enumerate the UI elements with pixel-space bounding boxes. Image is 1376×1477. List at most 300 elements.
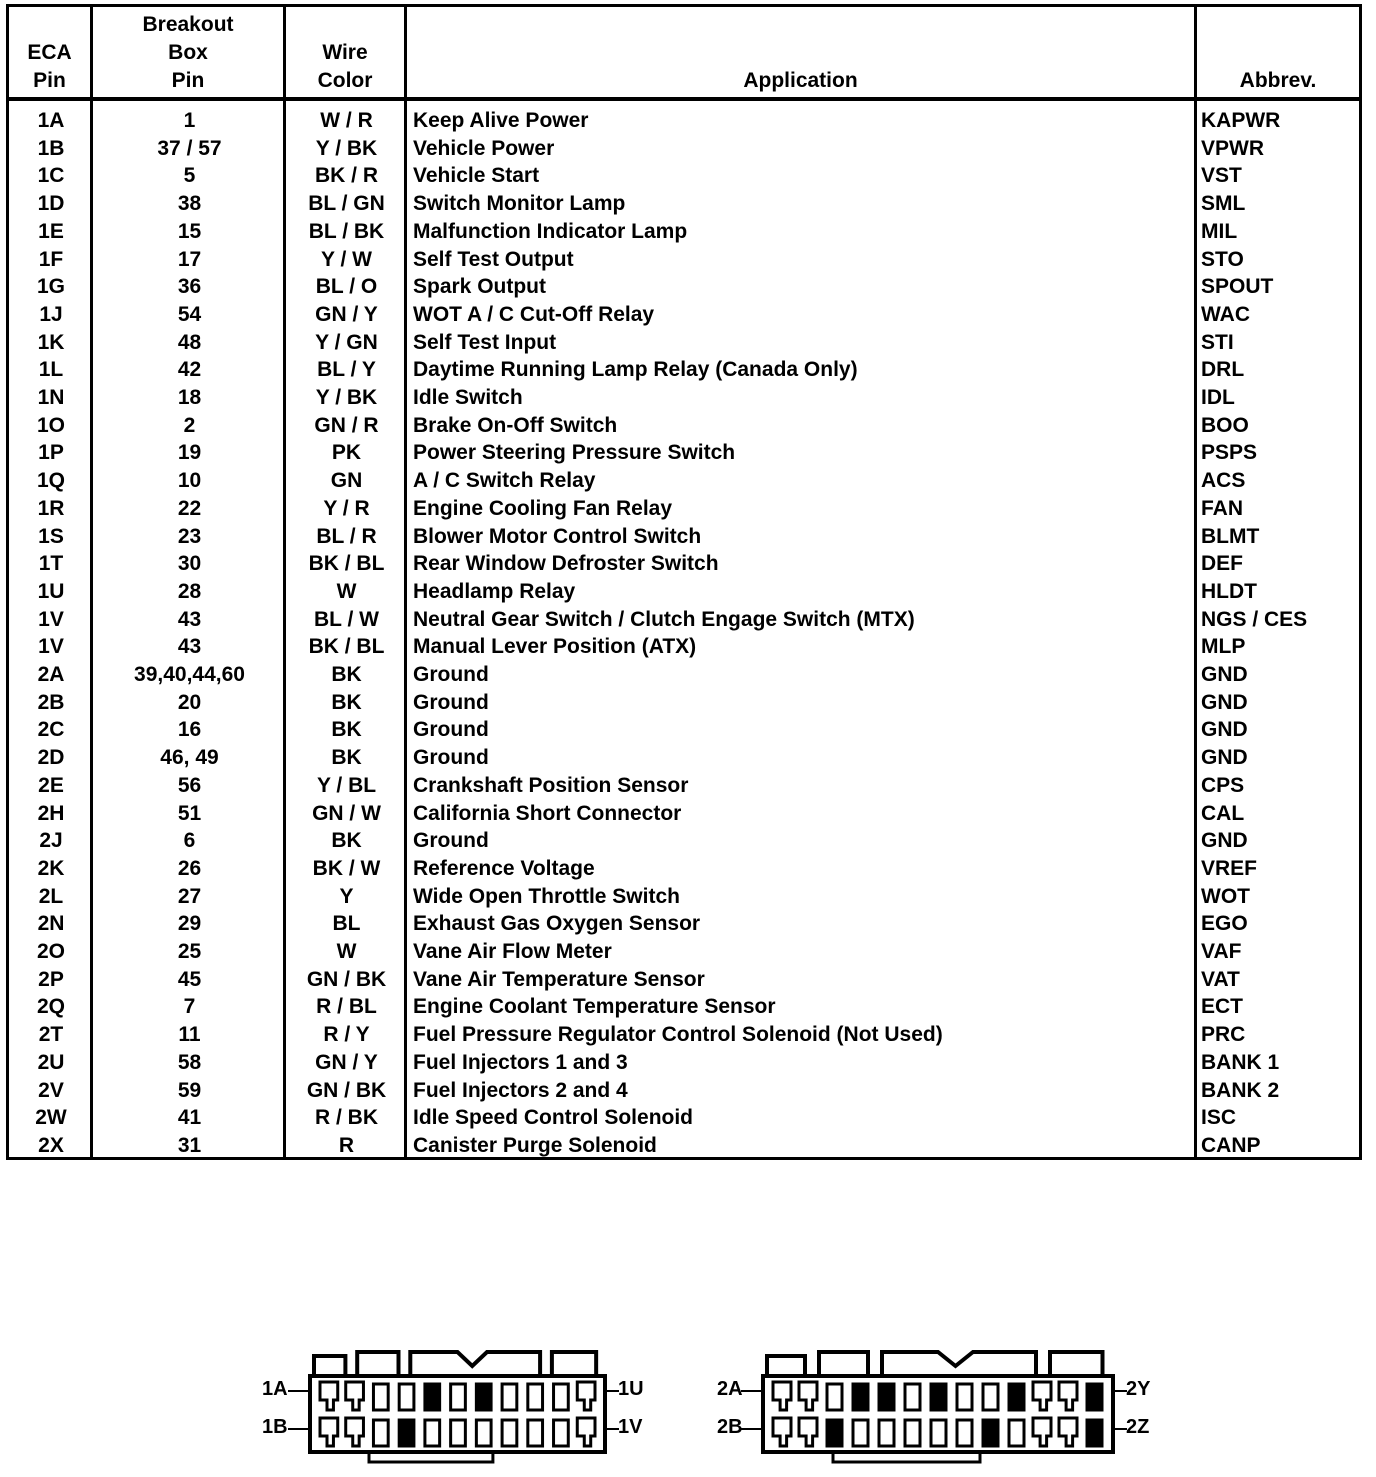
eca-pin-cell: 1U	[37, 579, 65, 603]
breakout-pin-cell: 17	[177, 247, 202, 271]
breakout-pin-cell: 38	[177, 192, 202, 216]
abbrev-cell: GND	[1201, 690, 1248, 714]
eca-pin-cell: 2B	[37, 690, 65, 714]
application-cell: Power Steering Pressure Switch	[413, 441, 736, 465]
wire-color-cell: BL / BK	[308, 219, 385, 243]
abbrev-cell: ACS	[1201, 469, 1246, 493]
application-cell: Self Test Output	[413, 247, 574, 271]
table-row	[9, 1021, 1359, 1049]
eca-pin-cell: 1J	[39, 302, 63, 326]
breakout-pin-cell: 25	[177, 940, 202, 963]
application-cell: Switch Monitor Lamp	[413, 192, 626, 216]
eca-pin-cell: 1F	[38, 247, 64, 271]
eca-pin-cell: 2A	[37, 663, 65, 686]
abbrev-cell: BANK 2	[1201, 1078, 1280, 1102]
eca-pin-cell: 1P	[38, 441, 64, 465]
abbrev-cell: WAC	[1201, 302, 1250, 326]
eca-pin-cell: 2N	[37, 912, 65, 936]
pin-cavity	[320, 1418, 338, 1446]
wire-color-cell: W	[336, 579, 357, 603]
application-cell: Idle Speed Control Solenoid	[413, 1106, 694, 1130]
application-cell: Canister Purge Solenoid	[413, 1133, 657, 1157]
wire-color-cell: GN / R	[314, 413, 379, 437]
breakout-pin-cell: 39,40,44,60	[134, 663, 245, 686]
table-row	[9, 661, 1359, 689]
breakout-pin-cell: 26	[177, 856, 202, 880]
wire-color-cell: GN / BK	[306, 967, 387, 991]
table-row	[9, 107, 1359, 135]
breakout-pin-cell: 15	[177, 219, 202, 243]
eca-pin-cell: 1S	[38, 524, 64, 548]
eca-pin-cell: 2D	[37, 746, 65, 770]
connector2-latch-tabs	[767, 1352, 1103, 1376]
pin-cavity	[773, 1418, 791, 1446]
table-row	[9, 384, 1359, 412]
abbrev-cell: STI	[1201, 330, 1234, 354]
breakout-pin-cell: 10	[177, 469, 202, 493]
header-text: ECA	[27, 41, 72, 64]
application-cell: Fuel Pressure Regulator Control Solenoid (Not Used)	[413, 1023, 943, 1047]
abbrev-cell: BANK 1	[1201, 1050, 1280, 1074]
eca-pin-cell: 2U	[37, 1050, 65, 1074]
abbrev-cell: BLMT	[1201, 524, 1260, 548]
breakout-pin-cell: 58	[177, 1050, 202, 1074]
table-row	[9, 744, 1359, 772]
application-cell: Vane Air Flow Meter	[413, 940, 612, 963]
connector2-label-bottom-right: 2Z	[1126, 1416, 1150, 1438]
breakout-pin-cell: 46, 49	[160, 746, 219, 770]
eca-pin-cell: 2H	[37, 801, 65, 825]
wire-color-cell: BL	[332, 912, 361, 936]
pin-cavity	[451, 1420, 466, 1446]
application-cell: WOT A / C Cut-Off Relay	[413, 302, 655, 326]
eca-pin-cell: 1L	[38, 358, 64, 382]
eca-pin-cell: 1C	[37, 164, 65, 188]
wire-color-cell: BL / W	[314, 607, 379, 631]
pin-cavity	[502, 1420, 517, 1446]
table-row	[9, 523, 1359, 551]
connector-drawing	[0, 1330, 1376, 1472]
wire-color-cell: BK	[331, 829, 362, 853]
breakout-pin-cell: 2	[183, 413, 196, 437]
wire-color-cell: W	[336, 940, 357, 963]
connector1-label-top-right: 1U	[618, 1378, 644, 1400]
wire-color-cell: GN	[330, 469, 363, 493]
abbrev-cell: VREF	[1201, 856, 1258, 880]
application-cell: Fuel Injectors 1 and 3	[413, 1050, 628, 1074]
table-row	[9, 827, 1359, 855]
pin-cavity	[957, 1420, 972, 1446]
pin-cavity-filled	[827, 1420, 842, 1446]
pin-cavity	[554, 1384, 569, 1410]
wire-color-cell: R / Y	[323, 1023, 370, 1047]
eca-pin-cell: 1R	[37, 496, 65, 520]
breakout-pin-cell: 7	[183, 995, 196, 1019]
pin-cavity	[1059, 1382, 1077, 1410]
table-row	[9, 218, 1359, 246]
pin-cavity	[373, 1420, 388, 1446]
abbrev-cell: DRL	[1201, 358, 1245, 382]
pin-cavity	[773, 1382, 791, 1410]
application-cell: Crankshaft Position Sensor	[413, 773, 689, 797]
pin-cavity	[451, 1384, 466, 1410]
pin-cavity-filled	[425, 1384, 440, 1410]
wire-color-cell: Y / BK	[315, 136, 378, 160]
header-text: Application	[743, 69, 858, 92]
application-cell: Ground	[413, 718, 489, 742]
eca-pin-cell: 2K	[37, 856, 65, 880]
table-row	[9, 1049, 1359, 1077]
table-row	[9, 883, 1359, 911]
application-cell: Fuel Injectors 2 and 4	[413, 1078, 628, 1102]
eca-pin-cell: 2X	[38, 1133, 64, 1157]
pin-cavity	[799, 1382, 817, 1410]
abbrev-cell: CANP	[1201, 1133, 1261, 1157]
application-cell: California Short Connector	[413, 801, 682, 825]
abbrev-cell: DEF	[1201, 552, 1243, 576]
wire-color-cell: BK / R	[315, 164, 378, 188]
abbrev-cell: MLP	[1201, 635, 1246, 659]
table-row	[9, 273, 1359, 301]
abbrev-cell: PRC	[1201, 1023, 1246, 1047]
wire-color-cell: Y / R	[323, 496, 370, 520]
application-cell: Vehicle Start	[413, 164, 540, 188]
breakout-pin-cell: 51	[177, 801, 202, 825]
breakout-pin-cell: 36	[177, 275, 202, 299]
abbrev-cell: GND	[1201, 663, 1248, 686]
eca-pin-cell: 1Q	[36, 469, 65, 493]
breakout-pin-cell: 16	[177, 718, 202, 742]
wire-color-cell: BL / GN	[308, 192, 385, 216]
connector2-label-top-left: 2A	[717, 1378, 743, 1400]
abbrev-cell: VAT	[1201, 967, 1240, 991]
table-row	[9, 1104, 1359, 1132]
pin-cavity-filled	[399, 1420, 414, 1446]
abbrev-cell: SML	[1201, 192, 1246, 216]
wire-color-cell: R	[338, 1133, 355, 1157]
eca-pin-cell: 2O	[36, 940, 65, 963]
breakout-pin-cell: 42	[177, 358, 202, 382]
eca-pin-cell: 1G	[36, 275, 65, 299]
connector1-label-top-left: 1A	[262, 1378, 288, 1400]
breakout-pin-cell: 41	[177, 1106, 202, 1130]
pin-cavity	[983, 1384, 998, 1410]
breakout-pin-cell: 5	[183, 164, 196, 188]
eca-pin-cell: 2J	[39, 829, 63, 853]
table-row	[9, 1077, 1359, 1105]
eca-pin-cell: 1O	[36, 413, 65, 437]
wire-color-cell: R / BL	[316, 995, 377, 1019]
pin-cavity-filled	[931, 1384, 946, 1410]
wire-color-cell: PK	[331, 441, 362, 465]
application-cell: Ground	[413, 746, 489, 770]
breakout-pin-cell: 6	[183, 829, 196, 853]
abbrev-cell: HLDT	[1201, 579, 1257, 603]
header-breakout-box-pin	[93, 7, 283, 97]
wire-color-cell: GN / Y	[315, 1050, 378, 1074]
table-row	[9, 1132, 1359, 1160]
application-cell: Vehicle Power	[413, 136, 555, 160]
header-divider	[9, 97, 1359, 101]
application-cell: Manual Lever Position (ATX)	[413, 635, 697, 659]
pin-cavity	[346, 1418, 364, 1446]
pin-cavity	[320, 1382, 338, 1410]
eca-pin-cell: 1N	[37, 386, 65, 409]
wire-color-cell: BK / BL	[308, 552, 385, 576]
abbrev-cell: GND	[1201, 746, 1248, 770]
pin-cavity	[1009, 1420, 1024, 1446]
pin-cavity-filled	[983, 1420, 998, 1446]
application-cell: Rear Window Defroster Switch	[413, 552, 719, 576]
application-cell: Headlamp Relay	[413, 579, 576, 603]
table-row	[9, 716, 1359, 744]
breakout-pin-cell: 43	[177, 635, 202, 659]
breakout-pin-cell: 29	[177, 912, 202, 936]
abbrev-cell: WOT	[1201, 884, 1250, 908]
breakout-pin-cell: 31	[177, 1133, 202, 1157]
eca-pin-cell: 2Q	[36, 995, 65, 1019]
application-cell: Vane Air Temperature Sensor	[413, 967, 705, 991]
abbrev-cell: IDL	[1201, 386, 1235, 409]
application-cell: Neutral Gear Switch / Clutch Engage Switch (MTX)	[413, 607, 915, 631]
wire-color-cell: Y	[339, 884, 354, 908]
abbrev-cell: ISC	[1201, 1106, 1237, 1130]
table-row	[9, 162, 1359, 190]
pin-cavity	[346, 1382, 364, 1410]
application-cell: Daytime Running Lamp Relay (Canada Only)	[413, 358, 858, 382]
wire-color-cell: BK	[331, 718, 362, 742]
wire-color-cell: BK	[331, 746, 362, 770]
application-cell: Ground	[413, 690, 489, 714]
eca-pin-cell: 2V	[38, 1078, 64, 1102]
header-abbrev	[1197, 7, 1359, 97]
pin-cavity-filled	[476, 1384, 491, 1410]
breakout-pin-cell: 19	[177, 441, 202, 465]
header-text: Pin	[171, 69, 205, 92]
application-cell: Ground	[413, 663, 489, 686]
eca-pin-cell: 1V	[38, 607, 64, 631]
breakout-pin-cell: 54	[177, 302, 202, 326]
pin-cavity	[425, 1420, 440, 1446]
application-cell: Brake On-Off Switch	[413, 413, 618, 437]
breakout-pin-cell: 45	[177, 967, 202, 991]
breakout-pin-cell: 28	[177, 579, 202, 603]
connector2-label-bottom-left: 2B	[717, 1416, 743, 1438]
wire-color-cell: Y / BL	[316, 773, 377, 797]
table-row	[9, 606, 1359, 634]
wire-color-cell: GN / W	[312, 801, 381, 825]
breakout-pin-cell: 37 / 57	[157, 136, 222, 160]
pin-cavity	[1033, 1418, 1051, 1446]
table-row	[9, 855, 1359, 883]
pin-cavity	[905, 1384, 920, 1410]
table-row	[9, 246, 1359, 274]
breakout-pin-cell: 18	[177, 386, 202, 409]
abbrev-cell: NGS / CES	[1201, 607, 1308, 631]
wire-color-cell: BK	[331, 690, 362, 714]
eca-pin-cell: 2C	[37, 718, 65, 742]
application-cell: Engine Cooling Fan Relay	[413, 496, 673, 520]
pinout-table	[6, 4, 1362, 1160]
eca-pin-cell: 1E	[38, 219, 64, 243]
connector1-label-bottom-left: 1B	[262, 1416, 288, 1438]
table-row	[9, 910, 1359, 938]
pin-cavity	[577, 1418, 595, 1446]
eca-pin-cell: 1B	[37, 136, 65, 160]
abbrev-cell: VPWR	[1201, 136, 1264, 160]
wire-color-cell: R / BK	[315, 1106, 378, 1130]
breakout-pin-cell: 11	[178, 1023, 201, 1047]
abbrev-cell: SPOUT	[1201, 275, 1274, 299]
wire-color-cell: GN / Y	[315, 302, 378, 326]
table-row	[9, 301, 1359, 329]
header-eca-pin	[9, 7, 90, 97]
eca-pin-cell: 1A	[37, 109, 65, 132]
application-cell: Self Test Input	[413, 330, 557, 354]
pin-cavity	[528, 1384, 543, 1410]
pin-cavity	[905, 1420, 920, 1446]
header-text: Abbrev.	[1239, 69, 1317, 92]
abbrev-cell: CPS	[1201, 773, 1245, 797]
pin-cavity	[528, 1420, 543, 1446]
abbrev-cell: VST	[1201, 164, 1242, 188]
header-text: Pin	[33, 69, 66, 92]
pin-cavity	[554, 1420, 569, 1446]
pin-cavity	[502, 1384, 517, 1410]
breakout-pin-cell: 1	[183, 109, 196, 132]
eca-pin-cell: 2E	[38, 773, 64, 797]
application-cell: Malfunction Indicator Lamp	[413, 219, 688, 243]
abbrev-cell: GND	[1201, 829, 1248, 853]
eca-pin-cell: 1T	[38, 552, 64, 576]
breakout-pin-cell: 43	[177, 607, 202, 631]
abbrev-cell: BOO	[1201, 413, 1249, 437]
table-row	[9, 578, 1359, 606]
table-row	[9, 329, 1359, 357]
wire-color-cell: BL / O	[315, 275, 378, 299]
breakout-pin-cell: 20	[177, 690, 202, 714]
wire-color-cell: Y / W	[321, 247, 372, 271]
pin-cavity	[931, 1420, 946, 1446]
abbrev-cell: VAF	[1201, 940, 1242, 963]
table-row	[9, 800, 1359, 828]
pin-cavity-filled	[1009, 1384, 1024, 1410]
header-application	[407, 7, 1194, 97]
eca-pin-cell: 1D	[37, 192, 65, 216]
pin-cavity	[957, 1384, 972, 1410]
table-row	[9, 772, 1359, 800]
breakout-pin-cell: 23	[177, 524, 202, 548]
application-cell: Exhaust Gas Oxygen Sensor	[413, 912, 701, 936]
table-row	[9, 356, 1359, 384]
eca-pin-cell: 1V	[38, 635, 64, 659]
wire-color-cell: GN / BK	[306, 1078, 387, 1102]
wire-color-cell: BL / R	[316, 524, 377, 548]
abbrev-cell: EGO	[1201, 912, 1248, 936]
table-row	[9, 938, 1359, 966]
pin-cavity-filled	[1087, 1384, 1102, 1410]
wire-color-cell: BK / BL	[308, 635, 385, 659]
connector2-label-top-right: 2Y	[1126, 1378, 1151, 1400]
connector-diagram	[0, 1330, 1376, 1472]
table-row	[9, 439, 1359, 467]
wire-color-cell: Y / GN	[315, 330, 378, 354]
wire-color-cell: BK / W	[312, 856, 381, 880]
eca-pin-cell: 2T	[38, 1023, 64, 1047]
wire-color-cell: BK	[331, 663, 362, 686]
abbrev-cell: FAN	[1201, 496, 1243, 520]
eca-pin-cell: 2P	[38, 967, 64, 991]
pin-cavity	[827, 1384, 842, 1410]
breakout-pin-cell: 30	[177, 552, 202, 576]
pin-cavity	[577, 1382, 595, 1410]
pin-cavity	[853, 1420, 868, 1446]
pin-cavity	[373, 1384, 388, 1410]
application-cell: Idle Switch	[413, 386, 523, 409]
eca-pin-cell: 2L	[38, 884, 64, 908]
eca-pin-cell: 2W	[35, 1106, 67, 1130]
pin-cavity	[476, 1420, 491, 1446]
wire-color-cell: BL / Y	[317, 358, 376, 382]
table-row	[9, 633, 1359, 661]
connector1-latch-tabs	[314, 1352, 596, 1376]
application-cell: A / C Switch Relay	[413, 469, 596, 493]
header-text: Color	[317, 69, 373, 92]
application-cell: Reference Voltage	[413, 856, 595, 880]
abbrev-cell: ECT	[1201, 995, 1243, 1019]
breakout-pin-cell: 59	[177, 1078, 202, 1102]
table-row	[9, 495, 1359, 523]
table-row	[9, 550, 1359, 578]
header-text: Box	[168, 41, 208, 64]
header-text: Wire	[322, 41, 368, 64]
breakout-pin-cell: 56	[177, 773, 202, 797]
table-row	[9, 135, 1359, 163]
table-row	[9, 412, 1359, 440]
pin-cavity-filled	[879, 1384, 894, 1410]
breakout-pin-cell: 27	[177, 884, 202, 908]
abbrev-cell: CAL	[1201, 801, 1245, 825]
pin-cavity	[1033, 1382, 1051, 1410]
abbrev-cell: GND	[1201, 718, 1248, 742]
abbrev-cell: KAPWR	[1201, 109, 1281, 132]
eca-pin-cell: 1K	[37, 330, 65, 354]
application-cell: Ground	[413, 829, 489, 853]
table-row	[9, 190, 1359, 218]
connector1-body	[310, 1376, 605, 1452]
pin-cavity	[1059, 1418, 1077, 1446]
header-wire-color	[286, 7, 404, 97]
abbrev-cell: MIL	[1201, 219, 1238, 243]
application-cell: Wide Open Throttle Switch	[413, 884, 680, 908]
application-cell: Spark Output	[413, 275, 547, 299]
breakout-pin-cell: 22	[177, 496, 202, 520]
connector1-label-bottom-right: 1V	[618, 1416, 643, 1438]
header-text: Breakout	[142, 13, 234, 36]
table-row	[9, 966, 1359, 994]
application-cell: Blower Motor Control Switch	[413, 524, 702, 548]
wire-color-cell: Y / BK	[315, 386, 378, 409]
pin-cavity	[799, 1418, 817, 1446]
pin-cavity	[399, 1384, 414, 1410]
application-cell: Engine Coolant Temperature Sensor	[413, 995, 776, 1019]
pin-cavity	[879, 1420, 894, 1446]
application-cell: Keep Alive Power	[413, 109, 589, 132]
table-row	[9, 467, 1359, 495]
wire-color-cell: W / R	[320, 109, 373, 132]
pin-cavity-filled	[1087, 1420, 1102, 1446]
table-row	[9, 689, 1359, 717]
